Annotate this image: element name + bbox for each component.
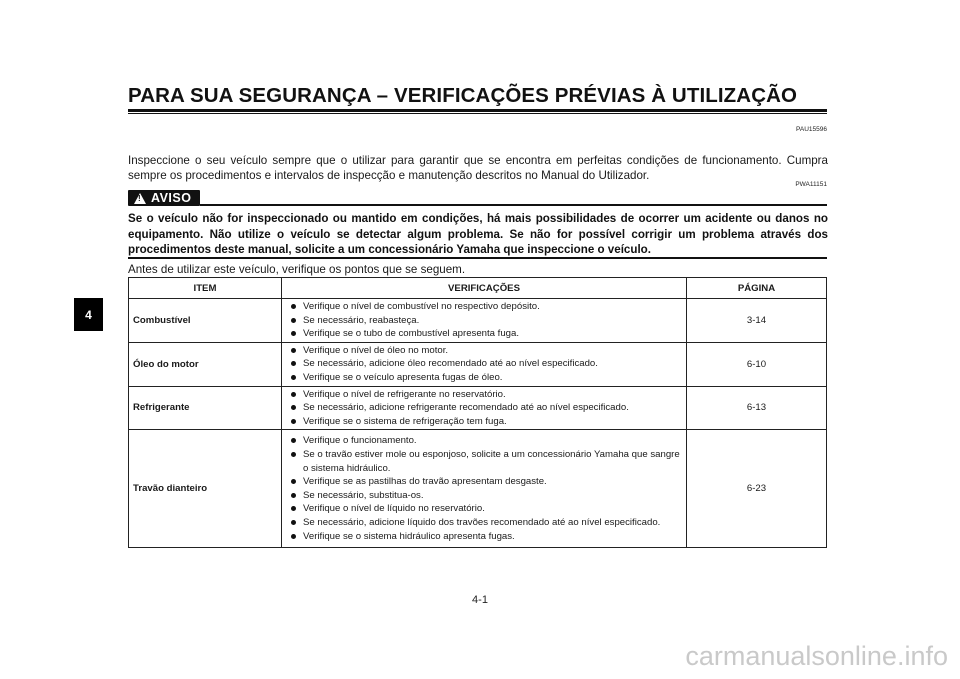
check-item: Se necessário, adicione óleo recomendado até ao nível especificado. xyxy=(288,357,686,371)
checks-table xyxy=(128,277,827,548)
page-title: PARA SUA SEGURANÇA – VERIFICAÇÕES PRÉVIAS À UTILIZAÇÃO xyxy=(128,84,798,107)
row-item: Combustível xyxy=(129,299,282,343)
chapter-tab: 4 xyxy=(74,298,103,331)
check-item: Verifique o nível de óleo no motor. xyxy=(288,344,686,358)
check-item: Se necessário, reabasteça. xyxy=(288,314,686,328)
check-item: Verifique se o veículo apresenta fugas de óleo. xyxy=(288,371,686,385)
header-page: PÁGINA xyxy=(687,278,827,299)
warning-code: PWA11151 xyxy=(795,181,827,188)
row-page: 6-13 xyxy=(687,386,827,430)
check-item: Verifique o nível de combustível no respectivo depósito. xyxy=(288,300,686,314)
check-item: Verifique se as pastilhas do travão apresentam desgaste. xyxy=(288,475,686,489)
table-row xyxy=(129,386,827,430)
row-checks xyxy=(282,386,687,430)
row-page: 6-23 xyxy=(687,430,827,548)
table-row xyxy=(129,430,827,548)
check-item: Verifique se o sistema hidráulico apresenta fugas. xyxy=(288,530,686,544)
intro-paragraph: Inspeccione o seu veículo sempre que o utilizar para garantir que se encontra em perfeitas condições de funcionamento. Cumpra sempre os procedimentos e intervalos de inspecção e manutenção descritos no Manual do Utilizador. xyxy=(128,154,828,182)
warning-bottom-rule xyxy=(128,257,827,259)
check-item: Verifique o funcionamento. xyxy=(288,434,686,448)
check-item: Verifique o nível de líquido no reservatório. xyxy=(288,502,686,516)
check-item: Verifique se o tubo de combustível apresenta fuga. xyxy=(288,327,686,341)
table-row xyxy=(129,299,827,343)
check-item: Se necessário, adicione refrigerante recomendado até ao nível especificado. xyxy=(288,401,686,415)
check-item: Se o travão estiver mole ou esponjoso, solicite a um concessionário Yamaha que sangre o sistema hidráulico. xyxy=(288,448,686,475)
header-item: ITEM xyxy=(129,278,282,299)
table-header-row xyxy=(129,278,827,299)
title-underline xyxy=(128,109,827,112)
row-item: Travão dianteiro xyxy=(129,430,282,548)
table-row xyxy=(129,342,827,386)
row-item: Refrigerante xyxy=(129,386,282,430)
row-item: Óleo do motor xyxy=(129,342,282,386)
warning-label: AVISO xyxy=(151,191,192,205)
warning-text: Se o veículo não for inspeccionado ou mantido em condições, há mais possibilidades de ocorrer um acidente ou danos no equipamento. Não utilize o veículo se detectar algum problema. Se não for possível corrigir um problema através dos procedimentos deste manual, solicite a um concessionário Yamaha que inspeccione o veículo. xyxy=(128,212,828,256)
warning-triangle-icon xyxy=(134,193,146,204)
watermark: carmanualsonline.info xyxy=(685,641,948,671)
page-number: 4-1 xyxy=(472,594,488,606)
table-intro: Antes de utilizar este veículo, verifique os pontos que se seguem. xyxy=(128,263,466,276)
check-item: Se necessário, substitua-os. xyxy=(288,489,686,503)
row-page: 3-14 xyxy=(687,299,827,343)
section-code: PAU15596 xyxy=(796,126,827,133)
warning-top-rule xyxy=(200,204,827,206)
row-page: 6-10 xyxy=(687,342,827,386)
check-item: Verifique se o sistema de refrigeração tem fuga. xyxy=(288,415,686,429)
header-checks: VERIFICAÇÕES xyxy=(282,278,687,299)
row-checks xyxy=(282,299,687,343)
title-underline-thin xyxy=(128,113,827,114)
row-checks xyxy=(282,342,687,386)
row-checks xyxy=(282,430,687,548)
check-item: Verifique o nível de refrigerante no reservatório. xyxy=(288,388,686,402)
check-item: Se necessário, adicione líquido dos travões recomendado até ao nível especificado. xyxy=(288,516,686,530)
warning-badge xyxy=(128,190,200,206)
